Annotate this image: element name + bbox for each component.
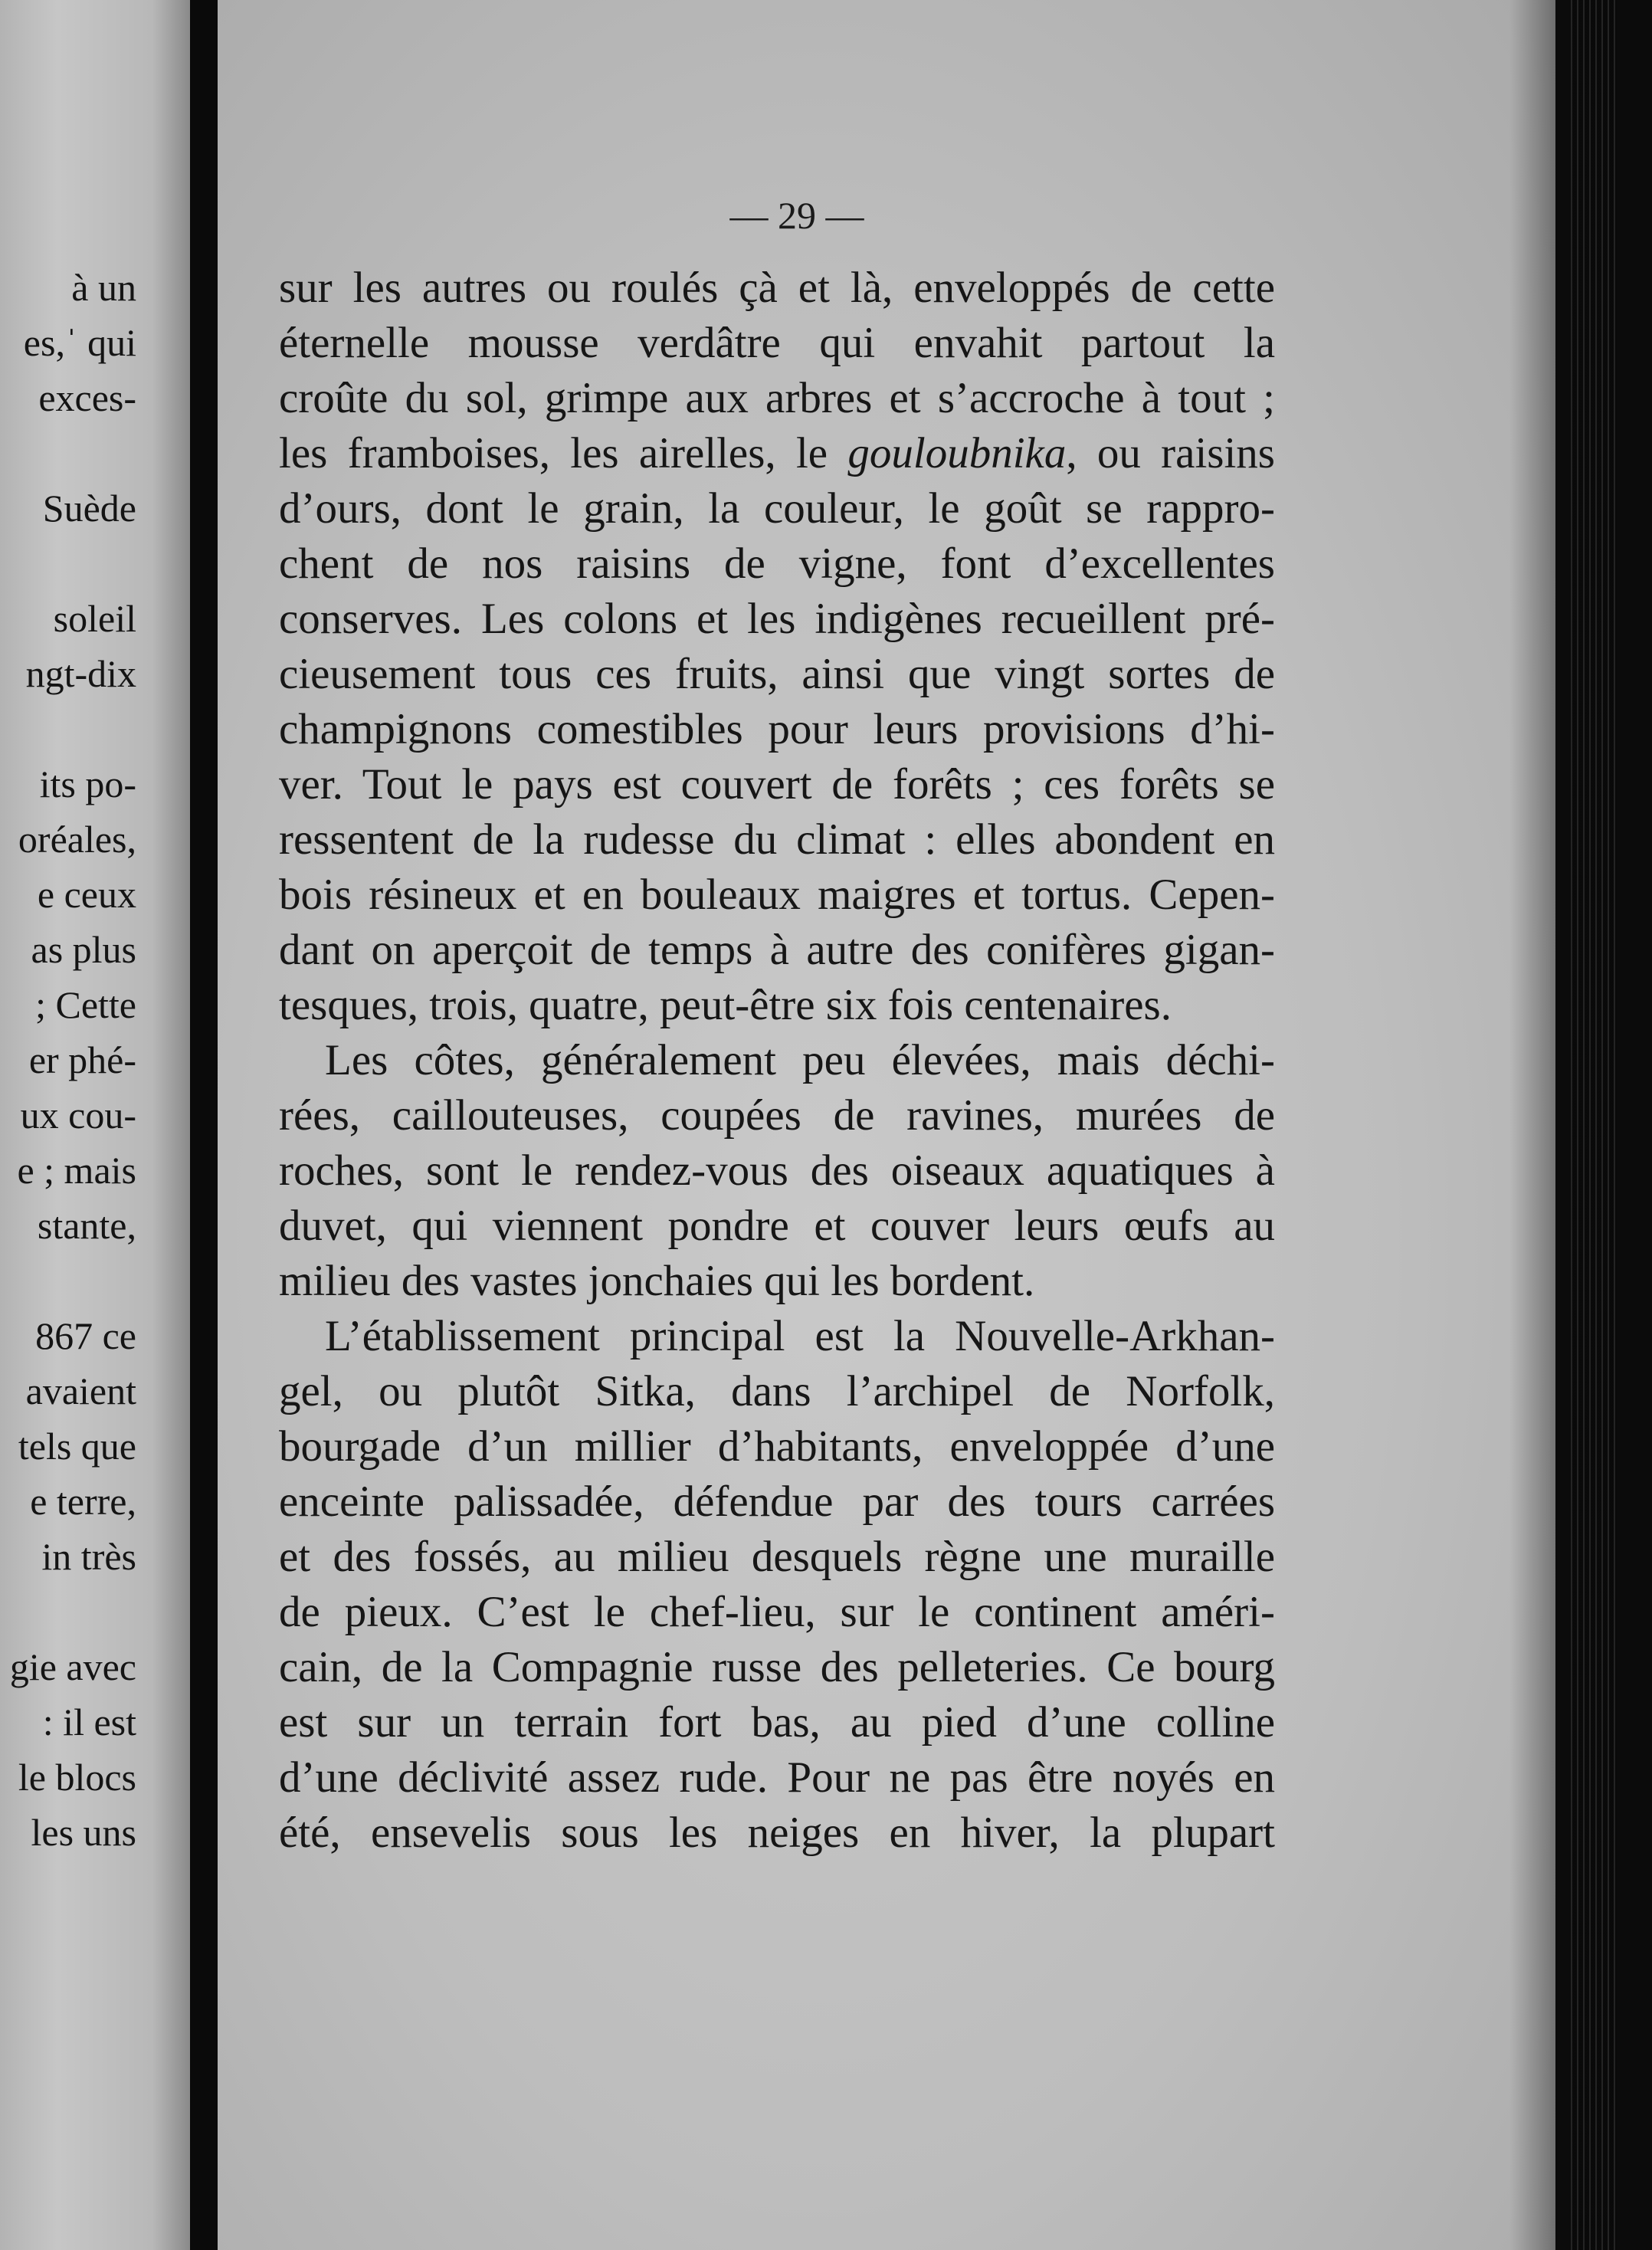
previous-page-line: oréales, (18, 818, 136, 861)
previous-page-line: es,ˈ qui (23, 321, 136, 364)
text-line: d’ours, dont le grain, la couleur, le goût se rappro- (279, 484, 1275, 533)
previous-page-line: as plus (31, 928, 136, 971)
previous-page-line: le blocs (18, 1756, 136, 1799)
page-number: — 29 — (729, 194, 864, 237)
previous-page-line: gie avec (9, 1645, 136, 1688)
previous-page-line: in très (41, 1535, 136, 1578)
previous-page-line: à un (71, 266, 136, 309)
text-line: été, ensevelis sous les neiges en hiver, la plupart (279, 1809, 1275, 1857)
previous-page-line: Suède (42, 487, 136, 530)
text-line: et des fossés, au milieu desquels règne une muraille (279, 1533, 1275, 1581)
text-line: les framboises, les airelles, le gouloubnika, ou raisins (279, 429, 1275, 477)
text-line: cain, de la Compagnie russe des pelleteries. Ce bourg (279, 1643, 1275, 1691)
previous-page-line: tels que (18, 1425, 136, 1468)
previous-page-line: e ceux (37, 873, 136, 916)
previous-page-line: ngt-dix (25, 652, 136, 695)
previous-page-line: exces- (38, 376, 136, 419)
text-line: est sur un terrain fort bas, au pied d’une colline (279, 1698, 1275, 1747)
text-line: ressentent de la rudesse du climat : elles abondent en (279, 815, 1275, 864)
text-line: tesques, trois, quatre, peut-être six fois centenaires. (279, 981, 1172, 1029)
text-line: L’établissement principal est la Nouvelle-Arkhan- (325, 1312, 1275, 1360)
previous-page-line: ; Cette (35, 983, 136, 1026)
previous-page-line: soleil (53, 597, 136, 640)
previous-page-fragment (0, 0, 190, 2250)
text-line: milieu des vastes jonchaies qui les bordent. (279, 1257, 1035, 1305)
previous-page-line: 867 ce (35, 1314, 136, 1357)
previous-page-line: les uns (31, 1811, 136, 1854)
text-line: dant on aperçoit de temps à autre des conifères gigan- (279, 926, 1275, 974)
previous-page-line: stante, (37, 1204, 136, 1247)
text-line: rées, caillouteuses, coupées de ravines, murées de (279, 1091, 1275, 1140)
page-stack-edges (1571, 0, 1617, 2250)
text-line: Les côtes, généralement peu élevées, mais déchi- (325, 1036, 1275, 1084)
previous-page-line: e terre, (30, 1480, 136, 1523)
text-line: enceinte palissadée, défendue par des tours carrées (279, 1478, 1275, 1526)
text-line: duvet, qui viennent pondre et couver leurs œufs au (279, 1202, 1275, 1250)
previous-page-line: its po- (39, 763, 136, 805)
text-line: croûte du sol, grimpe aux arbres et s’accroche à tout ; (279, 374, 1275, 422)
book-gutter (190, 0, 218, 2250)
text-line: champignons comestibles pour leurs provisions d’hi- (279, 705, 1275, 753)
previous-page-line: e ; mais (17, 1149, 136, 1192)
text-line: chent de nos raisins de vigne, font d’excellentes (279, 540, 1275, 588)
book-page (218, 0, 1555, 2250)
previous-page-line: : il est (42, 1701, 136, 1743)
previous-page-line: ux cou- (20, 1094, 136, 1136)
previous-page-line: er phé- (28, 1038, 136, 1081)
text-line: conserves. Les colons et les indigènes recueillent pré- (279, 595, 1275, 643)
text-line: ver. Tout le pays est couvert de forêts ; ces forêts se (279, 760, 1275, 808)
text-line: d’une déclivité assez rude. Pour ne pas être noyés en (279, 1753, 1275, 1802)
text-line: bourgade d’un millier d’habitants, enveloppée d’une (279, 1422, 1275, 1471)
previous-page-line: avaient (25, 1369, 136, 1412)
text-line: gel, ou plutôt Sitka, dans l’archipel de Norfolk, (279, 1367, 1275, 1415)
text-line: sur les autres ou roulés çà et là, enveloppés de cette (279, 264, 1275, 312)
text-line: bois résineux et en bouleaux maigres et tortus. Cepen- (279, 871, 1275, 919)
text-line: de pieux. C’est le chef-lieu, sur le continent améri- (279, 1588, 1275, 1636)
italic-word: gouloubnika (847, 429, 1067, 477)
text-line: éternelle mousse verdâtre qui envahit partout la (279, 319, 1275, 367)
text-line: cieusement tous ces fruits, ainsi que vingt sortes de (279, 650, 1275, 698)
text-line: roches, sont le rendez-vous des oiseaux aquatiques à (279, 1146, 1275, 1195)
